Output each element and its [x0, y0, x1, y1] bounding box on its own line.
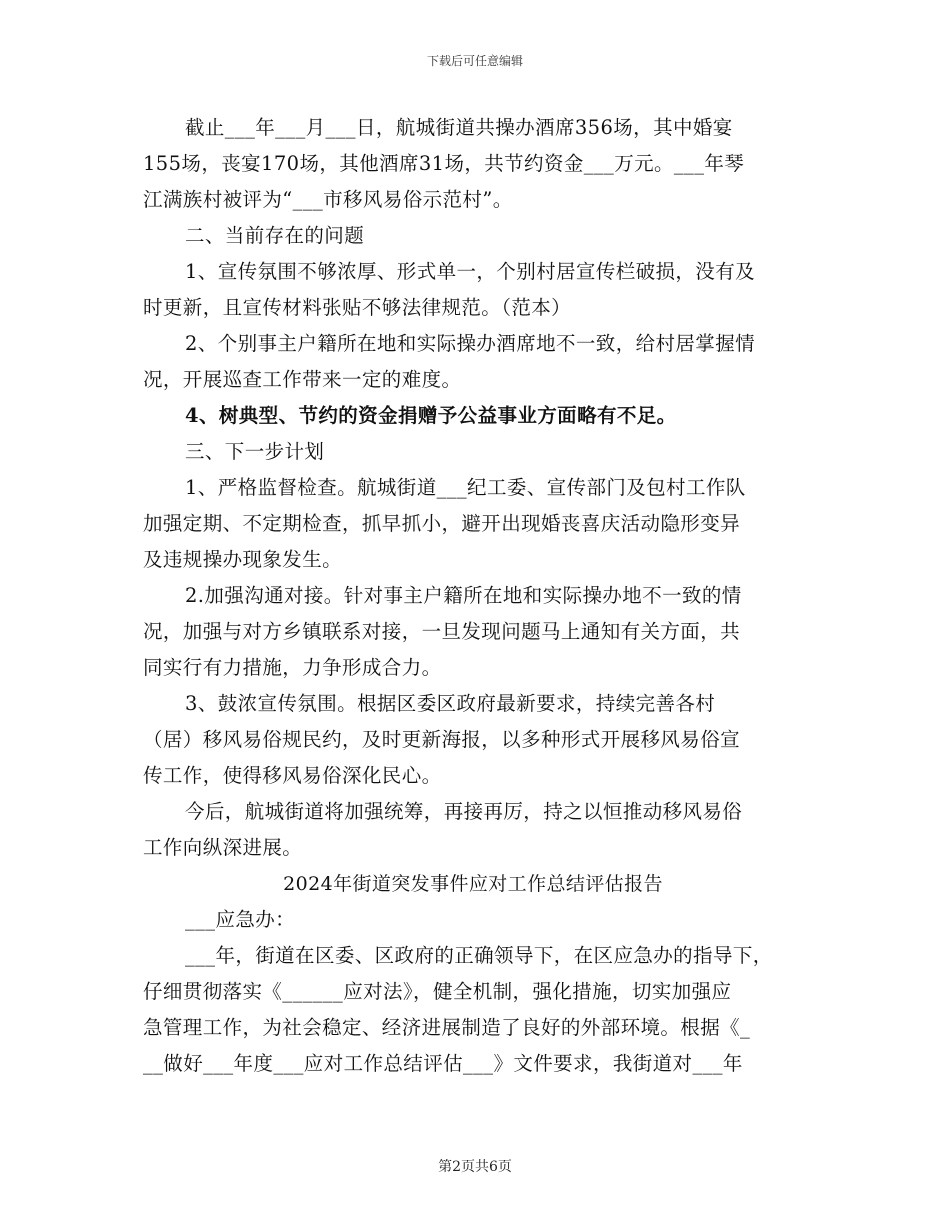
paragraph-line: 时更新，且宣传材料张贴不够法律规范。（范本） — [143, 296, 572, 319]
paragraph-line: 1、宣传氛围不够浓厚、形式单一，个别村居宣传栏破损，没有及 — [185, 260, 756, 283]
paragraph-line: 工作向纵深进展。 — [143, 836, 303, 859]
report-title: 2024年街道突发事件应对工作总结评估报告 — [283, 873, 663, 895]
page-footer: 第2页共6页 — [438, 1159, 512, 1175]
paragraph-line: （居）移风易俗规民约，及时更新海报，以多种形式开展移风易俗宣 — [143, 728, 741, 751]
paragraph-line: 急管理工作，为社会稳定、经济进展制造了良好的外部环境。根据《_ — [143, 1016, 751, 1039]
section-heading: 三、下一步计划 — [185, 440, 325, 463]
paragraph-line: 1、严格监督检查。航城街道___纪工委、宣传部门及包村工作队 — [185, 476, 746, 499]
paragraph-line: 同实行有力措施，力争形成合力。 — [143, 656, 442, 679]
paragraph-line: 今后，航城街道将加强统筹，再接再厉，持之以恒推动移风易俗 — [185, 800, 743, 823]
section-heading: 二、当前存在的问题 — [185, 224, 365, 247]
paragraph-line: 及违规操办现象发生。 — [143, 548, 343, 571]
paragraph-line: __做好___年度___应对工作总结评估___》文件要求，我街道对___年 — [143, 1052, 743, 1075]
document-body — [143, 110, 803, 1082]
salutation: ___应急办： — [185, 908, 296, 931]
paragraph-line: 2.加强沟通对接。针对事主户籍所在地和实际操办地不一致的情 — [185, 584, 742, 607]
page-header: 下载后可任意编辑 — [426, 54, 523, 68]
paragraph-line: 加强定期、不定期检查，抓早抓小，避开出现婚丧喜庆活动隐形变异 — [143, 512, 741, 535]
paragraph-line: 传工作，使得移风易俗深化民心。 — [143, 764, 442, 787]
paragraph-line: 况，加强与对方乡镇联系对接，一旦发现问题马上通知有关方面，共 — [143, 620, 741, 643]
paragraph-line: 3、鼓浓宣传氛围。根据区委区政府最新要求，持续完善各村 — [185, 692, 716, 715]
paragraph-line: 况，开展巡查工作带来一定的难度。 — [143, 368, 462, 391]
paragraph-line: 仔细贯彻落实《______应对法》，健全机制，强化措施，切实加强应 — [143, 980, 732, 1003]
paragraph-line: 155场，丧宴170场，其他酒席31场，共节约资金___万元。___年琴 — [143, 152, 745, 175]
paragraph-line: 江满族村被评为“___市移风易俗示范村”。 — [143, 188, 513, 211]
paragraph-line: 2、个别事主户籍所在地和实际操办酒席地不一致，给村居掌握情 — [185, 332, 756, 355]
paragraph-line: 截止___年___月___日，航城街道共操办酒席356场，其中婚宴 — [185, 116, 733, 139]
bold-paragraph-line: 4、树典型、节约的资金捐赠予公益事业方面略有不足。 — [185, 404, 677, 427]
paragraph-line: ___年，街道在区委、区政府的正确领导下，在区应急办的指导下， — [185, 944, 773, 967]
